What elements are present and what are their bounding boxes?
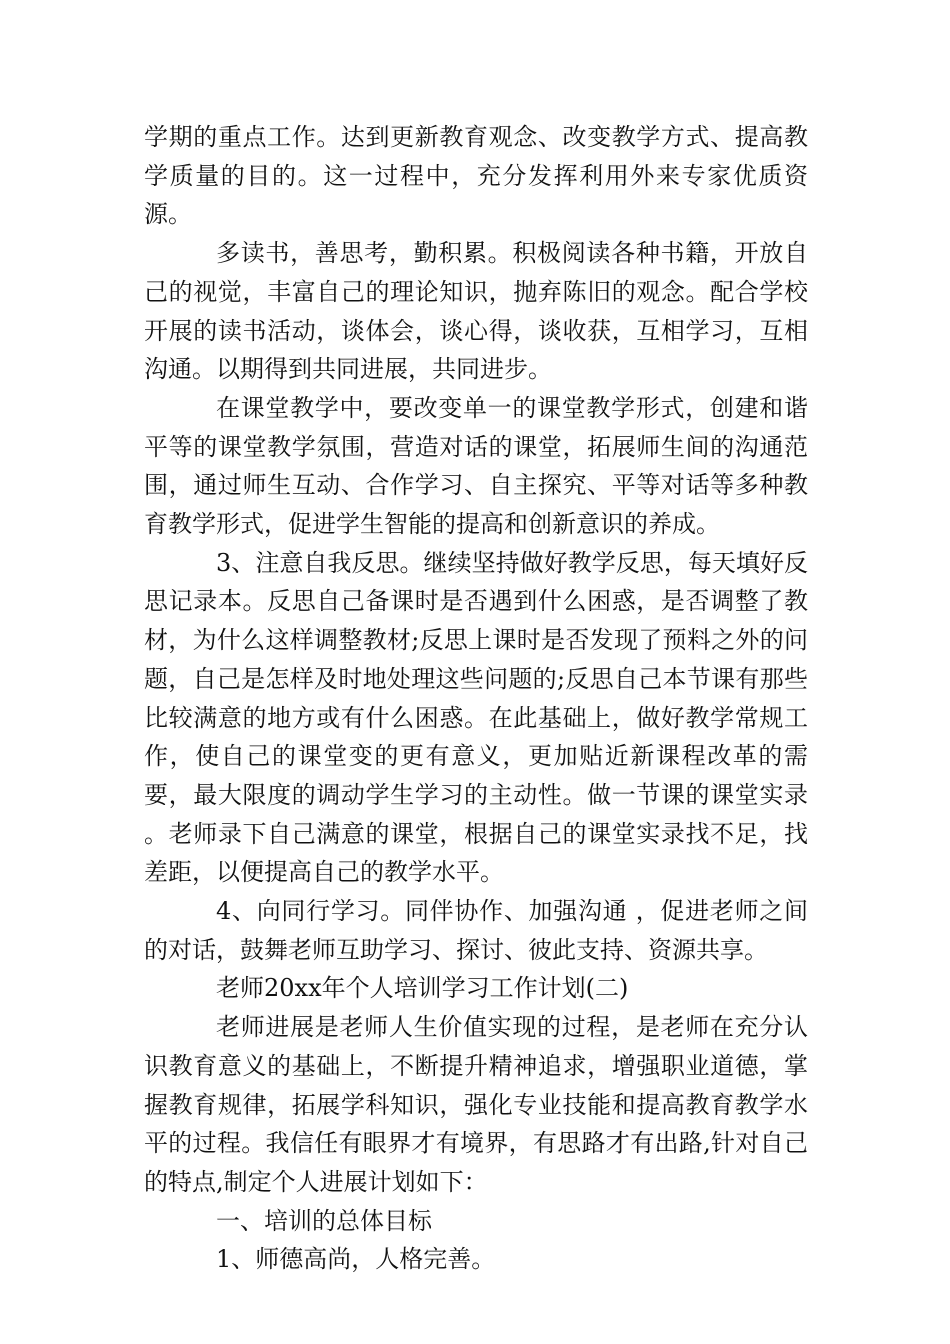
section-title: 老师20xx年个人培训学习工作计划(二) — [216, 974, 629, 1003]
list-item-ethics: 1、师德高尚，人格完善。 — [216, 1245, 496, 1274]
paragraph-teacher-development: 老师进展是老师人生价值实现的过程，是老师在充分认识教育意义的基础上，不断提升精神追求，增强职业道德，掌握教育规律，拓展学科知识，强化专业技能和提高教育教学水平的过程。我信任有眼界才有境界，有思路才有出路,针对自己的特点,制定个人进展计划如下： — [144, 1013, 808, 1196]
heading-overall-goal: 一、培训的总体目标 — [216, 1206, 432, 1235]
document-body — [144, 118, 808, 1279]
paragraph-reading: 多读书，善思考，勤积累。积极阅读各种书籍，开放自己的视觉，丰富自己的理论知识，抛弃陈旧的观念。配合学校开展的读书活动，谈体会，谈心得，谈收获，互相学习，互相沟通。以期得到共同进展，共同进步。 — [144, 239, 808, 384]
paragraph-continuation: 学期的重点工作。达到更新教育观念、改变教学方式、提高教学质量的目的。这一过程中，充分发挥利用外来专家优质资源。 — [144, 123, 808, 229]
paragraph-self-reflection: 3、注意自我反思。继续坚持做好教学反思，每天填好反思记录本。反思自己备课时是否遇到什么困惑，是否调整了教材，为什么这样调整教材;反思上课时是否发现了预料之外的问题，自己是怎样及时地处理这些问题的;反思自己本节课有那些比较满意的地方或有什么困惑。在此基础上，做好教学常规工作，使自己的课堂变的更有意义，更加贴近新课程改革的需要，最大限度的调动学生学习的主动性。做一节课的课堂实录 。老师录下自己满意的课堂，根据自己的课堂实录找不足，找差距，以便提高自己的教学水平。 — [144, 548, 808, 887]
paragraph-classroom-teaching: 在课堂教学中，要改变单一的课堂教学形式，创建和谐平等的课堂教学氛围，营造对话的课堂，拓展师生间的沟通范围，通过师生互动、合作学习、自主探究、平等对话等多种教育教学形式，促进学生智能的提高和创新意识的养成。 — [144, 393, 808, 539]
paragraph-peer-learning: 4、向同行学习。同伴协作、加强沟通 ，促进老师之间的对话，鼓舞老师互助学习、探讨、彼此支持、资源共享。 — [144, 897, 808, 964]
